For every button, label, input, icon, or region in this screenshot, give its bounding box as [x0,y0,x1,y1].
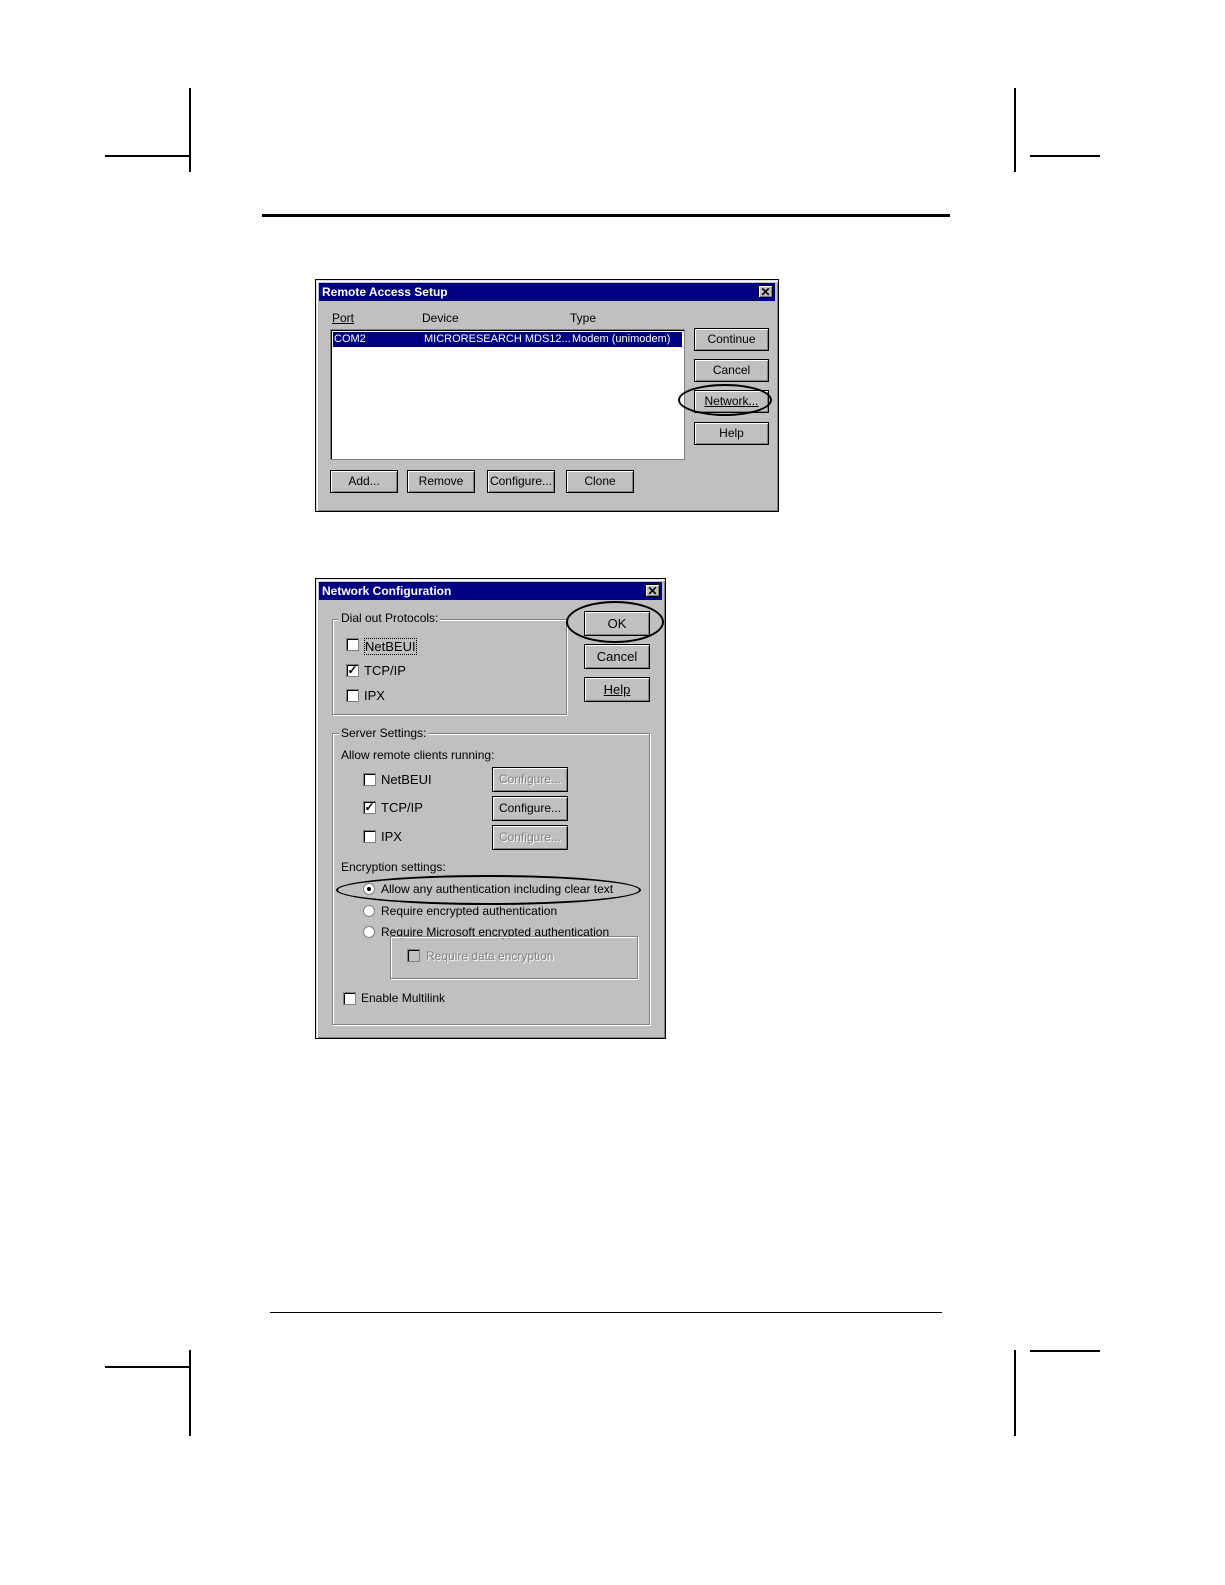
dialout-ipx-checkbox[interactable] [346,689,359,702]
add-button[interactable]: Add... [330,470,398,493]
crop-mark-top-right-v [1014,88,1016,172]
column-header-device: Device [422,311,459,325]
network-configuration-window [315,578,666,1039]
crop-mark-top-right-h [1030,155,1100,157]
crop-mark-top-left-v [189,88,191,172]
column-header-type: Type [570,311,597,325]
dial-out-protocols-title: Dial out Protocols: [341,611,439,625]
encryption-settings-label: Encryption settings: [341,860,446,874]
dialout-tcpip-label: TCP/IP [364,663,406,678]
allow-remote-clients-label: Allow remote clients running: [341,748,495,762]
require-encrypted-auth-radio[interactable] [363,905,375,917]
ipx-configure-button[interactable]: Configure... [492,825,568,850]
highlight-oval-allow-any-auth [336,875,641,905]
network-configuration-titlebar [319,582,662,600]
highlight-oval-ok [566,601,664,643]
require-data-encryption-checkbox[interactable] [407,949,420,962]
window-title: Network Configuration [322,584,452,598]
enable-multilink-checkbox[interactable] [343,992,356,1005]
column-header-port-label: Port [332,311,355,325]
server-tcpip-label: TCP/IP [381,800,423,815]
window-title: Remote Access Setup [322,285,448,299]
server-netbeui-checkbox[interactable] [363,773,376,786]
clone-button[interactable]: Clone [566,470,634,493]
require-encrypted-auth-label: Require encrypted authentication [381,904,558,918]
server-settings-title: Server Settings: [341,726,427,740]
cell-device: MICRORESEARCH MDS12... [424,333,571,345]
allow-any-auth-label: Allow any authentication including clear text [381,882,614,896]
server-ipx-checkbox[interactable] [363,830,376,843]
crop-mark-bottom-left-v [189,1350,191,1436]
enable-multilink-label: Enable Multilink [361,991,446,1005]
tcpip-configure-button[interactable]: Configure... [492,796,568,821]
continue-button[interactable]: Continue [694,328,769,351]
dialout-netbeui-label: NetBEUI [365,639,416,654]
help-button[interactable]: Help [584,677,650,702]
cell-type: Modem (unimodem) [572,333,671,345]
remove-button[interactable]: Remove [407,470,475,493]
dialout-ipx-label: IPX [364,688,385,703]
cell-port: COM2 [334,333,366,345]
crop-mark-bottom-right-h [1030,1350,1100,1352]
highlight-oval-network [678,384,772,416]
dialout-netbeui-checkbox[interactable] [346,638,359,651]
crop-mark-bottom-left-h [105,1366,189,1368]
server-tcpip-checkbox[interactable]: ✓ [364,800,375,814]
server-ipx-label: IPX [381,829,402,844]
close-icon[interactable]: ✕ [645,584,660,597]
column-header-port [332,311,354,325]
table-row[interactable] [333,332,682,347]
footer-rule [270,1312,942,1313]
help-button[interactable]: Help [694,422,769,445]
remote-access-setup-titlebar [319,283,775,301]
configure-button[interactable]: Configure... [487,470,555,493]
require-ms-encrypted-auth-label: Require Microsoft encrypted authentication [381,925,610,939]
cancel-button[interactable]: Cancel [584,644,650,669]
netbeui-configure-button[interactable]: Configure... [492,767,568,792]
ports-listbox[interactable] [330,329,685,460]
header-rule [262,214,950,217]
network-button[interactable]: Network... [694,390,769,413]
crop-mark-bottom-right-v [1014,1350,1016,1436]
require-data-encryption-label: Require data encryption [426,949,554,963]
close-icon[interactable]: ✕ [758,285,773,298]
ok-button[interactable]: OK [584,611,650,636]
dialout-tcpip-checkbox[interactable]: ✓ [347,663,358,677]
require-ms-encrypted-auth-radio[interactable] [363,926,375,938]
crop-mark-top-left-h [105,155,189,157]
server-netbeui-label: NetBEUI [381,772,432,787]
cancel-button[interactable]: Cancel [694,359,769,382]
